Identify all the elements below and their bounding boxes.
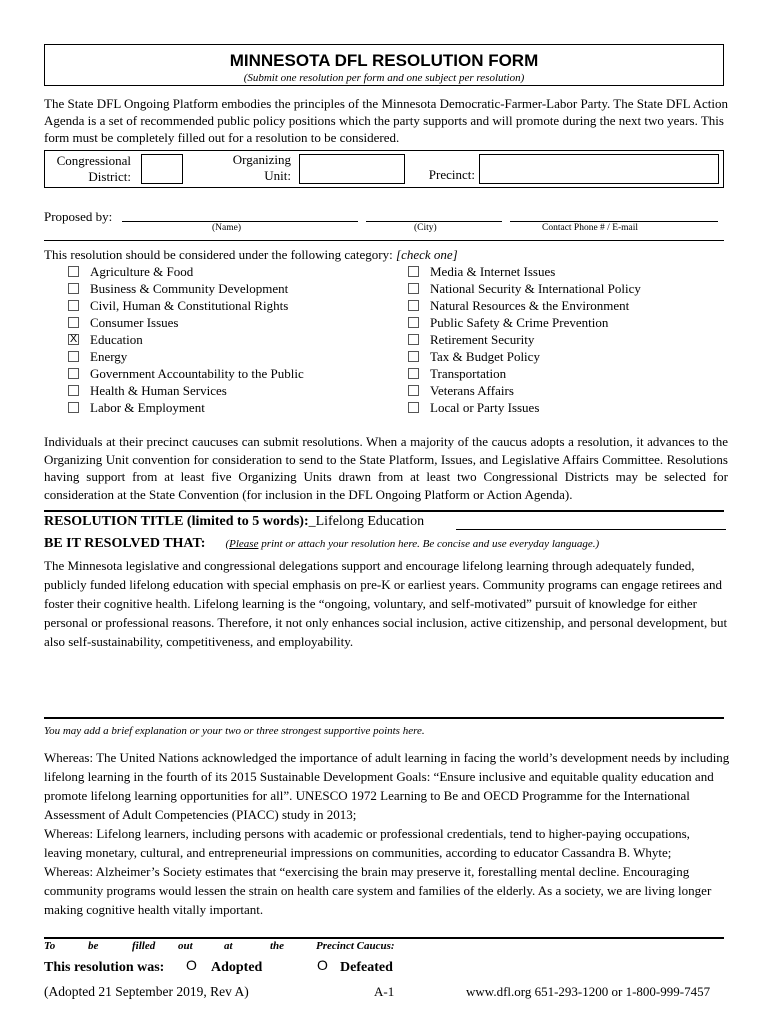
resolution-body[interactable]: The Minnesota legislative and congressional delegations support and encourage lifelong learning through adequately funded, publicly funded lifelong education with special emphasis on pre-K or earliest years. Community programs can engage retirees and foster their cognitive health. Lifelong learning is the “ongoing, voluntary, and self-motivated” pursuit of knowledge for either personal or professional reasons. Therefore, it not only enhances social inclusion, active citizenship, and personal development, but also self-sustainability, competitiveness, and employability. [44,558,728,649]
divider-footer [44,937,724,939]
precinct-field[interactable] [479,154,719,184]
divider-supportive [44,717,724,719]
checkbox[interactable] [68,300,79,311]
congressional-label: Congressional [56,153,131,168]
resolution-title-line [456,529,726,530]
supportive-hint: You may add a brief explanation or your two or three strongest supportive points here. [44,725,425,737]
category-left-item[interactable] [68,365,304,382]
adopted-label: Adopted [211,960,263,975]
category-right-item[interactable] [408,263,555,280]
category-label: Business & Community Development [90,281,289,296]
tbf-word: filled [132,940,156,952]
category-label: Government Accountability to the Public [90,366,304,381]
category-label: Transportation [430,366,507,381]
category-label: Veterans Affairs [430,383,514,398]
checkbox[interactable] [408,300,419,311]
category-list-right [408,263,738,418]
form-title: MINNESOTA DFL RESOLUTION FORM [229,51,539,70]
caucus-paragraph: Individuals at their precinct caucuses can submit resolutions. When a majority of the caucus adopts a resolution, it advances to the Organizing Unit convention for consideration to send to the State Platform, Issues, and Legislative Affairs Committee. Resolutions having support from at least five Organizing Units drawn from at least two Congressional Districts may be selected for consideration at the State Convention (for inclusion in the DFL Ongoing Platform or Action Agenda). [44,434,728,502]
organizing-unit-field[interactable] [299,154,405,184]
divider-resolution [44,510,724,512]
category-left-item[interactable] [68,314,178,331]
checkbox[interactable] [68,266,79,277]
tbf-word: To [44,940,56,952]
category-label: Energy [90,349,128,364]
resolved-hint-rest: print or attach your resolution here. Be concise and use everyday language.) [258,538,600,550]
checkbox[interactable] [68,385,79,396]
checkbox[interactable] [68,402,79,413]
checkbox[interactable] [68,283,79,294]
checkbox[interactable] [408,402,419,413]
category-left-item[interactable] [68,348,127,365]
congressional-district-field[interactable] [141,154,183,184]
category-right-item[interactable] [408,331,534,348]
form-subtitle: (Submit one resolution per form and one subject per resolution) [243,72,525,84]
whereas-3: Whereas: Alzheimer’s Society estimates that “exercising the brain may preserve it, forestalling mental decline. Encouraging community programs would lessen the strain on health care system and families of the elderly. As a society, we are living longer making cognitive health vitally important. [44,864,712,917]
category-right-item[interactable] [408,348,540,365]
category-label: Media & Internet Issues [430,264,556,279]
proposed-by-label: Proposed by: [44,209,113,224]
page-number: A-1 [374,984,395,999]
whereas-2: Whereas: Lifelong learners, including persons with academic or professional credentials, tend to higher-paying occupations, leaving monetary, cultural, and entrepreneurial impressions on communities, according to educator Cassandra B. Whyte; [44,826,690,860]
tbf-word: be [88,940,99,952]
category-prompt-text: This resolution should be considered under the following category: [44,247,393,262]
category-right-item[interactable] [408,382,514,399]
category-left-item[interactable] [68,280,288,297]
district-label: District: [88,169,131,184]
category-label: Civil, Human & Constitutional Rights [90,298,289,313]
tbf-word: at [224,940,233,952]
category-right-item[interactable] [408,314,608,331]
contact-info: www.dfl.org 651-293-1200 or 1-800-999-7457 [466,984,711,999]
tbf-word: Precinct Caucus: [316,940,395,952]
category-prompt-hint: [check one] [396,247,458,262]
contact-caption: Contact Phone # / E-mail [542,223,639,233]
title-box [44,44,724,86]
resolution-title-row [44,514,424,530]
category-right-item[interactable] [408,280,641,297]
resolution-title-value[interactable]: _Lifelong Education [308,514,425,529]
category-label: Public Safety & Crime Prevention [430,315,609,330]
category-label: Education [90,332,143,347]
checkbox[interactable] [408,266,419,277]
checkbox[interactable] [408,334,419,345]
category-left-item[interactable] [68,399,205,416]
adopted-radio[interactable]: O [186,957,197,973]
checkbox[interactable] [408,368,419,379]
proposed-name-line[interactable] [122,221,358,222]
resolved-row [44,534,599,552]
tbf-word: out [178,940,193,952]
category-label: Consumer Issues [90,315,179,330]
organizing-label: Organizing [232,152,291,167]
category-right-item[interactable] [408,297,629,314]
resolved-hint-underlined: Please [229,538,259,550]
category-label: Tax & Budget Policy [430,349,540,364]
checkbox[interactable] [408,317,419,328]
divider-top [44,240,724,241]
category-label: Labor & Employment [90,400,205,415]
category-left-item[interactable] [68,297,288,314]
checkbox[interactable] [68,317,79,328]
tbf-word: the [270,940,285,952]
resolved-hint-open: ( [225,538,230,550]
city-caption: (City) [414,223,437,233]
category-label: Health & Human Services [90,383,227,398]
category-prompt [44,246,458,263]
unit-label: Unit: [264,168,291,183]
revision-note: (Adopted 21 September 2019, Rev A) [44,984,249,999]
resolution-title-label: RESOLUTION TITLE (limited to 5 words): [44,514,309,529]
category-left-item[interactable] [68,263,193,280]
category-left-item[interactable] [68,331,143,348]
checkbox[interactable] [408,283,419,294]
category-left-item[interactable] [68,382,227,399]
category-label: National Security & International Policy [430,281,641,296]
category-list-left [68,263,398,418]
name-caption: (Name) [212,223,242,233]
proposed-contact-line[interactable] [510,221,718,222]
defeated-radio[interactable]: O [317,957,328,973]
checkbox[interactable] [68,351,79,362]
resolved-hint [225,538,599,550]
supportive-body[interactable] [44,748,730,919]
category-label: Agriculture & Food [90,264,194,279]
checkbox[interactable] [408,351,419,362]
category-label: Retirement Security [430,332,535,347]
checkbox[interactable]: X [69,333,78,345]
category-right-item[interactable] [408,365,506,382]
precinct-label: Precinct: [428,167,475,182]
district-box [44,150,724,188]
resolved-label: BE IT RESOLVED THAT: [44,536,206,551]
intro-paragraph: The State DFL Ongoing Platform embodies the principles of the Minnesota Democratic-Farmer-Labor Party. The State DFL Action Agenda is a set of recommended public policy positions which the party supports and will promote during the next two years. This form must be completely filled out for a resolution to be considered. [44,96,729,145]
proposed-city-line[interactable] [366,221,502,222]
whereas-1: Whereas: The United Nations acknowledged the importance of adult learning in facing the world’s development needs by including lifelong learning in the fourth of its 2015 Sustainable Development Goals: “Ensure inclusive and equitable quality education and promote lifelong learning opportunities for all”. UNESCO 1972 Learning to Be and OECD Programme for the International Assessment of Adult Competencies (PIACC) study in 2013; [44,750,730,822]
category-label: Local or Party Issues [430,400,540,415]
resolution-was-label: This resolution was: [44,960,165,975]
checkbox[interactable] [408,385,419,396]
checkbox[interactable] [68,368,79,379]
category-right-item[interactable] [408,399,539,416]
category-label: Natural Resources & the Environment [430,298,630,313]
defeated-label: Defeated [340,960,393,975]
